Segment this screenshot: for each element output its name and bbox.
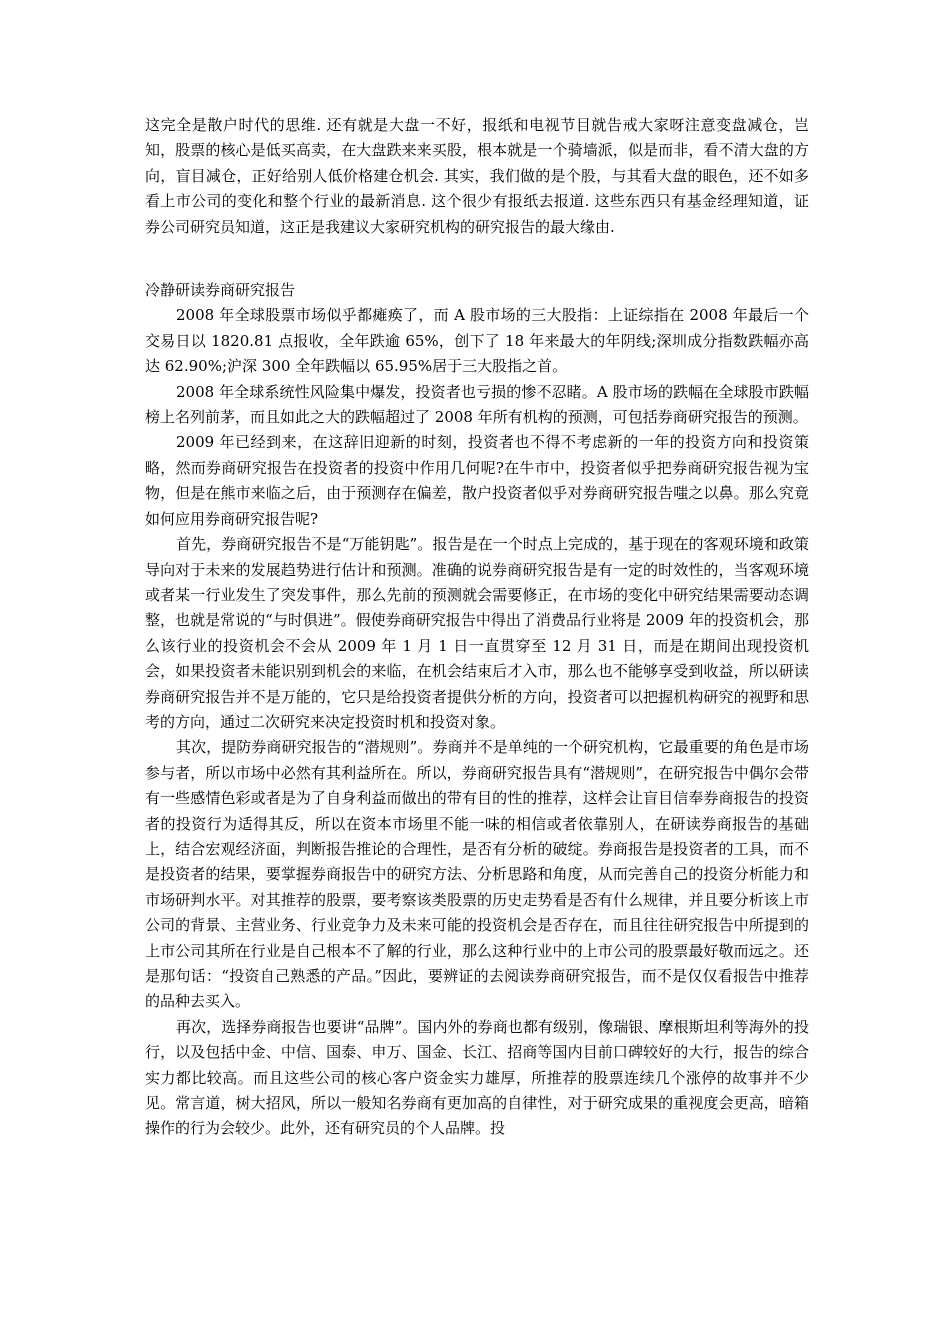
body-paragraph-1: 2008 年全球股票市场似乎都瘫痪了，而 A 股市场的三大股指：上证综指在 2008 年最后一个交易日以 1820.81 点报收，全年跌逾 65%，创下了 18 年来最大的年阴线;深圳成分指数跌幅亦高达 62.90%;沪深 300 全年跌幅以 65.95%居于三大股指之首。 — [145, 306, 809, 376]
document-page — [145, 113, 809, 1142]
body-paragraph-3: 2009 年已经到来，在这辞旧迎新的时刻，投资者也不得不考虑新的一年的投资方向和投资策略，然而券商研究报告在投资者的投资中作用几何呢?在牛市中，投资者似乎把券商研究报告视为宝物，但是在熊市来临之后，由于预测存在偏差，散户投资者似乎对券商研究报告嗤之以鼻。那么究竟如何应用券商研究报告呢? — [145, 433, 809, 528]
body-paragraph-4: 首先，券商研究报告不是“万能钥匙”。报告是在一个时点上完成的，基于现在的客观环境和政策导向对于未来的发展趋势进行估计和预测。准确的说券商研究报告是有一定的时效性的，当客观环境或者某一行业发生了突发事件，那么先前的预测就会需要修正，在市场的变化中研究结果需要动态调整，也就是常说的“与时俱进”。假使券商研究报告中得出了消费品行业将是 2009 年的投资机会，那么该行业的投资机会不会从 2009 年 1 月 1 日一直贯穿至 12 月 31 日，而是在期间出现投资机会，如果投资者未能识别到机会的来临，在机会结束后才入市，那么也不能够享受到收益，所以研读券商研究报告并不是万能的，它只是给投资者提供分析的方向，投资者可以把握机构研究的视野和思考的方向，通过二次研究来决定投资时机和投资对象。 — [145, 535, 809, 731]
body-paragraph-2: 2008 年全球系统性风险集中爆发，投资者也亏损的惨不忍睹。A 股市场的跌幅在全球股市跌幅榜上名列前茅，而且如此之大的跌幅超过了 2008 年所有机构的预测，可包括券商研究报告的预测。 — [145, 382, 809, 427]
intro-paragraph: 这完全是散户时代的思维. 还有就是大盘一不好，报纸和电视节目就告戒大家呀注意变盘减仓，岂知，股票的核心是低买高卖，在大盘跌来来买股，根本就是一个骑墙派，似是而非，看不清大盘的方向，盲目减仓，正好给别人低价格建仓机会. 其实，我们做的是个股，与其看大盘的眼色，还不如多看上市公司的变化和整个行业的最新消息. 这个很少有报纸去报道. 这些东西只有基金经理知道，证券公司研究员知道，这正是我建议大家研究机构的研究报告的最大缘由. — [145, 116, 809, 236]
body-paragraph-6: 再次，选择券商报告也要讲“品牌”。国内外的券商也都有级别，像瑞银、摩根斯坦利等海外的投行，以及包括中金、中信、国泰、申万、国金、长江、招商等国内目前口碑较好的大行，报告的综合实力都比较高。而且这些公司的核心客户资金实力雄厚，所推荐的股票连续几个涨停的故事并不少见。常言道，树大招风，所以一般知名券商有更加高的自律性，对于研究成果的重视度会更高，暗箱操作的行为会较少。此外，还有研究员的个人品牌。投 — [145, 1017, 809, 1138]
paragraph-gap — [145, 240, 809, 278]
section-title: 冷静研读券商研究报告 — [145, 281, 296, 300]
body-paragraph-5: 其次，提防券商研究报告的“潜规则”。券商并不是单纯的一个研究机构，它最重要的角色是市场参与者，所以市场中必然有其利益所在。所以，券商研究报告具有“潜规则”，在研究报告中偶尔会带有一些感情色彩或者是为了自身利益而做出的带有目的性的推荐，这样会让盲目信奉券商报告的投资者的投资行为适得其反，所以在资本市场里不能一味的相信或者依靠别人，在研读券商报告的基础上，结合宏观经济面，判断报告推论的合理性，是否有分析的破绽。券商报告是投资者的工具，而不是投资者的结果，要掌握券商报告中的研究方法、分析思路和角度，从而完善自己的投资分析能力和市场研判水平。对其推荐的股票，要考察该类股票的历史走势看是否有什么规律，并且要分析该上市公司的背景、主营业务、行业竞争力及未来可能的投资机会是否存在，而且往往研究报告中所提到的上市公司其所在行业是自己根本不了解的行业，那么这种行业中的上市公司的股票最好敬而远之。还是那句话：“投资自己熟悉的产品。”因此，要辨证的去阅读券商研究报告，而不是仅仅看报告中推荐的品种去买入。 — [145, 738, 809, 1011]
